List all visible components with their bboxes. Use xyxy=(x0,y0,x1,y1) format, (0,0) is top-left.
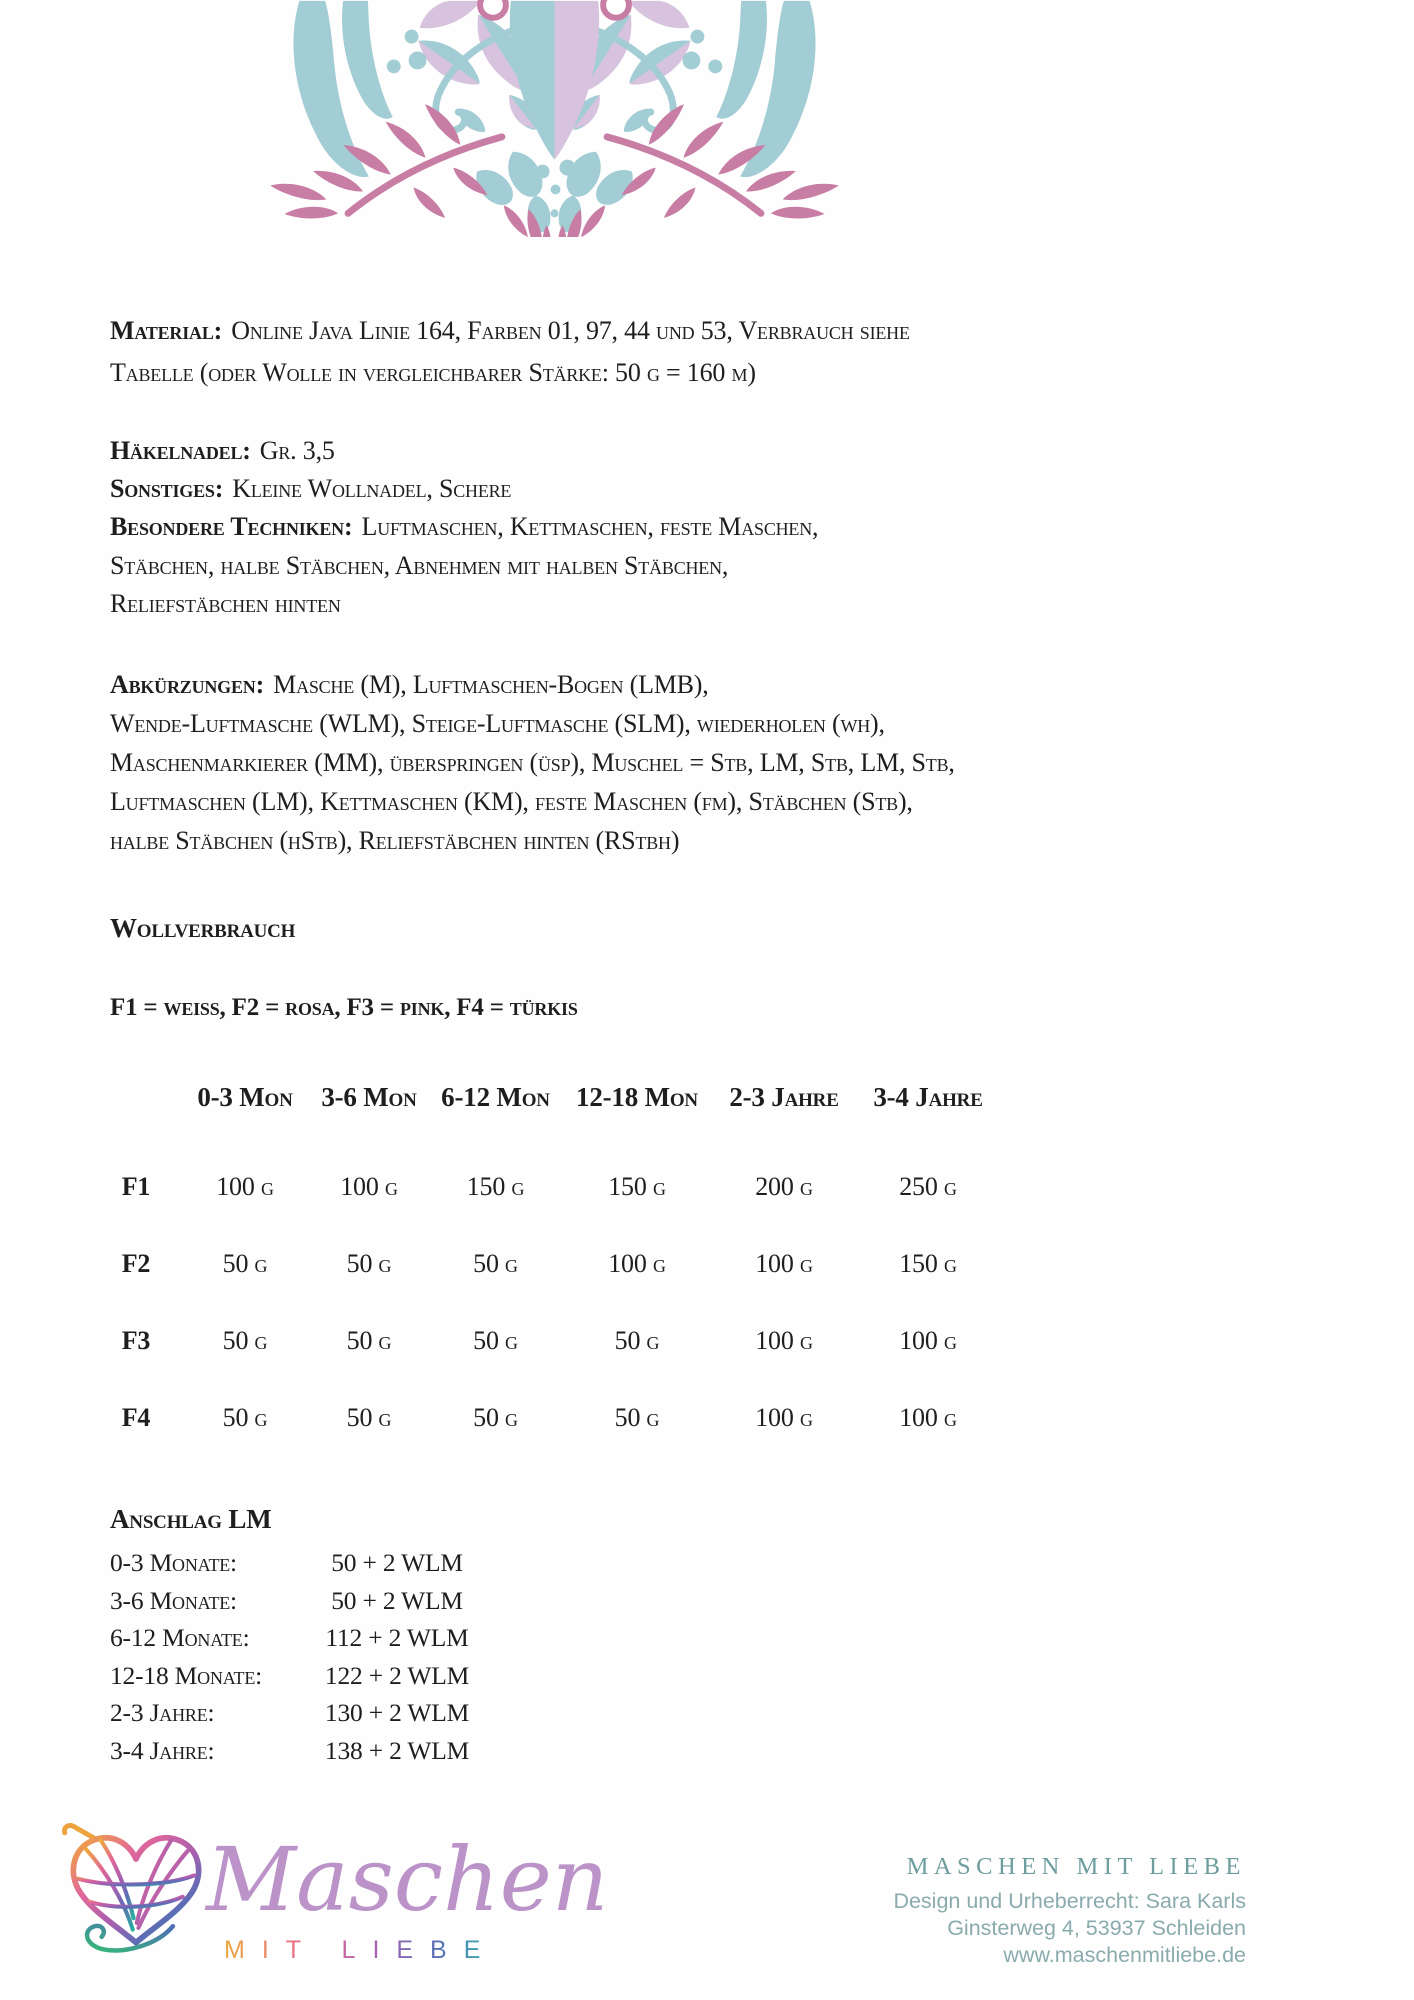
table-cell: 100 g xyxy=(755,1326,813,1355)
cast-on-row: 0-3 Monate: 50 + 2 WLM xyxy=(110,1548,463,1577)
abbreviations-line: halbe Stäbchen (hStb), Reliefstäbchen hinten (RStbh) xyxy=(110,826,680,855)
wool-table-header xyxy=(92,1082,999,1113)
cast-on-row: 3-6 Monate: 50 + 2 WLM xyxy=(110,1585,463,1615)
table-cell: 50 g xyxy=(346,1249,392,1278)
cast-on-row: 6-12 Monate: 112 + 2 WLM xyxy=(110,1623,469,1652)
column-header: 12-18 Mon xyxy=(576,1082,698,1112)
table-cell: 100 g xyxy=(755,1403,813,1432)
footer-website: www.maschenmitliebe.de xyxy=(1003,1943,1246,1967)
table-cell: 50 g xyxy=(222,1326,268,1355)
table-cell: 100 g xyxy=(899,1403,957,1432)
table-cell: 200 g xyxy=(755,1172,813,1201)
abbreviations-section xyxy=(110,665,955,860)
cast-on-list xyxy=(110,1544,486,1769)
table-cell: 50 g xyxy=(473,1326,518,1355)
row-label: F2 xyxy=(121,1249,151,1278)
abbreviations-label: Abkürzungen: xyxy=(110,670,265,699)
row-label: F3 xyxy=(121,1326,151,1355)
abbreviations-line: Wende-Luftmasche (WLM), Steige-Luftmasche (SLM), wiederholen (wh), xyxy=(110,709,885,738)
techniques-line: Besondere Techniken: Luftmaschen, Kettmaschen, feste Maschen, xyxy=(110,512,819,541)
table-row xyxy=(92,1403,999,1433)
hook-section: Häkelnadel: Gr. 3,5 xyxy=(110,436,335,465)
abbreviations-line: Luftmaschen (LM), Kettmaschen (KM), feste Maschen (fm), Stäbchen (Stb), xyxy=(110,787,913,816)
footer-credit: Design und Urheberrecht: Sara Karls xyxy=(893,1889,1246,1913)
footer-contact-block xyxy=(893,1853,1246,1969)
column-header: 2-3 Jahre xyxy=(729,1082,839,1112)
footer-brand: MASCHEN MIT LIEBE xyxy=(906,1853,1246,1880)
material-line: Material: Online Java Linie 164, Farben 01, 97, 44 und 53, Verbrauch siehe xyxy=(110,316,910,345)
table-row xyxy=(92,1249,999,1279)
cast-on-row: 2-3 Jahre: 130 + 2 WLM xyxy=(110,1698,470,1727)
notions-label: Sonstiges: xyxy=(110,474,224,503)
column-header: 3-4 Jahre xyxy=(873,1082,983,1112)
table-cell: 50 g xyxy=(473,1249,518,1278)
row-label: F4 xyxy=(121,1403,151,1432)
wool-usage-heading: Wollverbrauch xyxy=(110,913,296,943)
table-cell: 250 g xyxy=(899,1172,957,1201)
techniques-section xyxy=(110,508,818,624)
color-legend: F1 = weiss, F2 = rosa, F3 = pink, F4 = türkis xyxy=(110,994,578,1021)
footer-address: Ginsterweg 4, 53937 Schleiden xyxy=(947,1916,1246,1940)
techniques-line: Reliefstäbchen hinten xyxy=(110,589,341,618)
table-cell: 150 g xyxy=(608,1172,666,1201)
table-cell: 50 g xyxy=(346,1403,392,1432)
table-cell: 100 g xyxy=(608,1249,666,1278)
column-header: 0-3 Mon xyxy=(197,1082,293,1112)
table-cell: 50 g xyxy=(222,1249,268,1278)
table-cell: 100 g xyxy=(755,1249,813,1278)
table-cell: 50 g xyxy=(614,1326,660,1355)
table-cell: 150 g xyxy=(899,1249,957,1278)
column-header: 6-12 Mon xyxy=(441,1082,550,1112)
table-cell: 100 g xyxy=(899,1326,957,1355)
material-section xyxy=(110,310,910,394)
table-cell: 100 g xyxy=(340,1172,398,1201)
yarn-heart-logo-icon xyxy=(50,1810,222,1972)
material-line: Tabelle (oder Wolle in vergleichbarer Stärke: 50 g = 160 m) xyxy=(110,358,756,387)
techniques-label: Besondere Techniken: xyxy=(110,512,353,541)
logo-subtitle-text: MIT LIEBE xyxy=(224,1936,498,1964)
table-cell: 50 g xyxy=(614,1403,660,1432)
table-cell: 50 g xyxy=(346,1326,392,1355)
table-row xyxy=(92,1326,999,1356)
logo-script-text: Maschen xyxy=(206,1828,609,1931)
table-row xyxy=(92,1172,999,1202)
cast-on-row: 3-4 Jahre: 138 + 2 WLM xyxy=(110,1735,470,1765)
hook-label: Häkelnadel: xyxy=(110,436,251,465)
abbreviations-line: Abkürzungen: Masche (M), Luftmaschen-Bogen (LMB), xyxy=(110,670,709,699)
abbreviations-line: Maschenmarkierer (MM), überspringen (üsp), Muschel = Stb, LM, Stb, LM, Stb, xyxy=(110,748,955,777)
floral-ornament-icon xyxy=(227,0,882,237)
column-header: 3-6 Mon xyxy=(321,1082,417,1112)
cast-on-row: 12-18 Monate: 122 + 2 WLM xyxy=(110,1660,470,1690)
table-cell: 150 g xyxy=(466,1172,525,1201)
table-cell: 50 g xyxy=(222,1403,268,1432)
table-cell: 50 g xyxy=(473,1403,518,1432)
cast-on-heading: Anschlag LM xyxy=(110,1504,272,1534)
material-label: Material: xyxy=(110,316,223,345)
notions-section: Sonstiges: Kleine Wollnadel, Schere xyxy=(110,474,512,503)
techniques-line: Stäbchen, halbe Stäbchen, Abnehmen mit halben Stäbchen, xyxy=(110,550,729,580)
empty-corner-cell xyxy=(92,1082,180,1113)
table-cell: 100 g xyxy=(216,1172,274,1201)
row-label: F1 xyxy=(121,1172,151,1201)
